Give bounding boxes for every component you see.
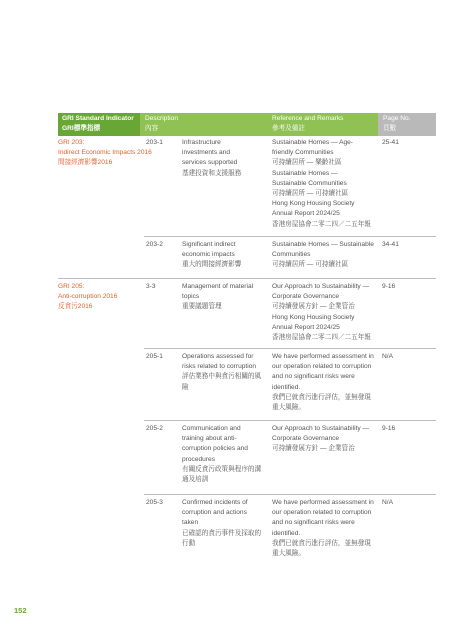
header-page-no bbox=[378, 113, 436, 136]
row-code: 3-3 bbox=[146, 283, 156, 290]
ref-line: We have performed assessment in bbox=[272, 499, 374, 506]
header-ref-en: Reference and Remarks bbox=[272, 115, 344, 122]
ref-line: our operation related to corruption bbox=[272, 363, 372, 371]
desc-line: corruption and actions bbox=[182, 509, 247, 517]
desc-line: 險 bbox=[182, 383, 189, 391]
row-reference bbox=[272, 352, 378, 413]
desc-line: Significant indirect bbox=[182, 241, 236, 248]
ref-line: Corporate Governance bbox=[272, 293, 340, 301]
ref-line: Annual Report 2024/25 bbox=[272, 210, 340, 218]
header-gri-indicator bbox=[58, 113, 140, 136]
desc-line: 已確認的貪污事件及採取的 bbox=[182, 529, 262, 537]
desc-line: procedures bbox=[182, 455, 215, 463]
ref-line: Hong Kong Housing Society bbox=[272, 313, 355, 321]
ref-line: and no significant risks were bbox=[272, 519, 355, 527]
ref-line: Sustainable Homes — Age- bbox=[272, 139, 353, 146]
row-page: N/A bbox=[382, 353, 393, 360]
header-gri-en: GRI Standard Indicator bbox=[62, 115, 134, 122]
row-divider bbox=[144, 236, 436, 237]
header-page-en: Page No. bbox=[383, 115, 411, 122]
page-number: 152 bbox=[14, 606, 27, 615]
ref-line: 我們已就貪污進行評估，並無發現 bbox=[272, 393, 371, 401]
gri-label-line: Anti-corruption 2016 bbox=[58, 293, 118, 301]
row-divider bbox=[144, 494, 436, 495]
header-page-zh: 頁數 bbox=[383, 125, 397, 132]
ref-line: 可持續居所 — 可持續社區 bbox=[272, 190, 349, 198]
gri-label-line: GRI 203: bbox=[58, 139, 85, 146]
ref-line: 香港房屋協會二零二四／二五年報 bbox=[272, 220, 371, 228]
desc-line: training about anti- bbox=[182, 435, 237, 443]
ref-line: Our Approach to Sustainability — bbox=[272, 283, 370, 290]
row-code: 203-2 bbox=[146, 241, 163, 248]
ref-line: We have performed assessment in bbox=[272, 353, 374, 360]
ref-line: 可持續發展方針 — 企業管治 bbox=[272, 303, 355, 311]
row-reference bbox=[272, 498, 378, 559]
header-reference bbox=[268, 113, 378, 136]
ref-line: friendly Communities bbox=[272, 149, 334, 157]
ref-line: Corporate Governance bbox=[272, 435, 340, 443]
header-desc-en: Description bbox=[145, 115, 178, 122]
ref-line: 我們已就貪污進行評估，並無發現 bbox=[272, 539, 371, 547]
gri-label-line: Indirect Economic Impacts 2016 bbox=[58, 149, 152, 157]
desc-line: Communication and bbox=[182, 425, 241, 432]
gri-205-label bbox=[58, 282, 140, 313]
header-description bbox=[140, 113, 268, 136]
ref-line: Sustainable Communities bbox=[272, 179, 347, 187]
header-ref-zh: 參考及備註 bbox=[272, 125, 305, 132]
ref-line: 可持續居所 — 可持續社區 bbox=[272, 261, 349, 269]
gri-label-line: 間接經濟影響2016 bbox=[58, 159, 113, 167]
desc-line: corruption policies and bbox=[182, 445, 248, 453]
ref-line: Hong Kong Housing Society bbox=[272, 200, 355, 208]
row-code: 203-1 bbox=[146, 139, 163, 146]
ref-line: our operation related to corruption bbox=[272, 509, 372, 517]
row-divider bbox=[144, 348, 436, 349]
desc-line: risks related to corruption bbox=[182, 363, 257, 371]
desc-line: 評估業務中與貪污相關的風 bbox=[182, 373, 262, 381]
desc-line: Confirmed incidents of bbox=[182, 499, 248, 506]
ref-line: Sustainable Homes — Sustainable bbox=[272, 241, 374, 248]
ref-line: Our Approach to Sustainability — bbox=[272, 425, 370, 432]
header-desc-zh: 內容 bbox=[145, 125, 159, 132]
desc-line: investments and bbox=[182, 149, 231, 157]
desc-line: 通及培訓 bbox=[182, 476, 209, 484]
desc-line: 重要議題管理 bbox=[182, 303, 222, 311]
ref-line: Communities bbox=[272, 251, 311, 259]
ref-line: Annual Report 2024/25 bbox=[272, 323, 340, 331]
row-code: 205-1 bbox=[146, 353, 163, 360]
row-code: 205-3 bbox=[146, 499, 163, 506]
row-page: 9-16 bbox=[382, 425, 396, 432]
row-description bbox=[182, 138, 266, 179]
desc-line: economic impacts bbox=[182, 251, 235, 259]
desc-line: 重大的間接經濟影響 bbox=[182, 261, 242, 269]
ref-line: 可持續居所 — 樂齡社區 bbox=[272, 159, 342, 167]
row-page: 25-41 bbox=[382, 139, 399, 146]
ref-line: identified. bbox=[272, 383, 301, 391]
desc-line: 有關反貪污政策與程序的溝 bbox=[182, 465, 262, 473]
desc-line: 行動 bbox=[182, 539, 196, 547]
desc-line: taken bbox=[182, 519, 199, 527]
ref-line: 重大風險。 bbox=[272, 550, 305, 558]
ref-line: 香港房屋協會二零二四／二五年報 bbox=[272, 334, 371, 342]
ref-line: 重大風險。 bbox=[272, 404, 305, 412]
desc-line: topics bbox=[182, 293, 200, 301]
desc-line: services supported bbox=[182, 159, 238, 167]
row-page: 34-41 bbox=[382, 241, 399, 248]
gri-label-line: GRI 205: bbox=[58, 283, 85, 290]
section-divider bbox=[58, 278, 436, 279]
row-reference bbox=[272, 424, 378, 455]
row-description bbox=[182, 498, 266, 549]
ref-line: 可持續發展方針 — 企業管治 bbox=[272, 445, 355, 453]
header-gri-zh: GRI標準指標 bbox=[62, 125, 101, 132]
row-page: 9-16 bbox=[382, 283, 396, 290]
desc-line: 基建投資和支援服務 bbox=[182, 169, 242, 177]
row-description bbox=[182, 240, 266, 271]
gri-203-label bbox=[58, 138, 152, 169]
desc-line: Operations assessed for bbox=[182, 353, 254, 360]
row-reference bbox=[272, 138, 378, 230]
row-page: N/A bbox=[382, 499, 393, 506]
row-description bbox=[182, 282, 266, 313]
ref-line: identified. bbox=[272, 529, 301, 537]
gri-label-line: 反貪污2016 bbox=[58, 303, 93, 311]
row-divider bbox=[144, 420, 436, 421]
desc-line: Infrastructure bbox=[182, 139, 221, 146]
row-code: 205-2 bbox=[146, 425, 163, 432]
ref-line: and no significant risks were bbox=[272, 373, 355, 381]
row-description bbox=[182, 352, 266, 393]
desc-line: Management of material bbox=[182, 283, 254, 290]
row-description bbox=[182, 424, 266, 485]
ref-line: Sustainable Homes — bbox=[272, 169, 338, 177]
row-reference bbox=[272, 240, 378, 271]
row-reference bbox=[272, 282, 378, 343]
